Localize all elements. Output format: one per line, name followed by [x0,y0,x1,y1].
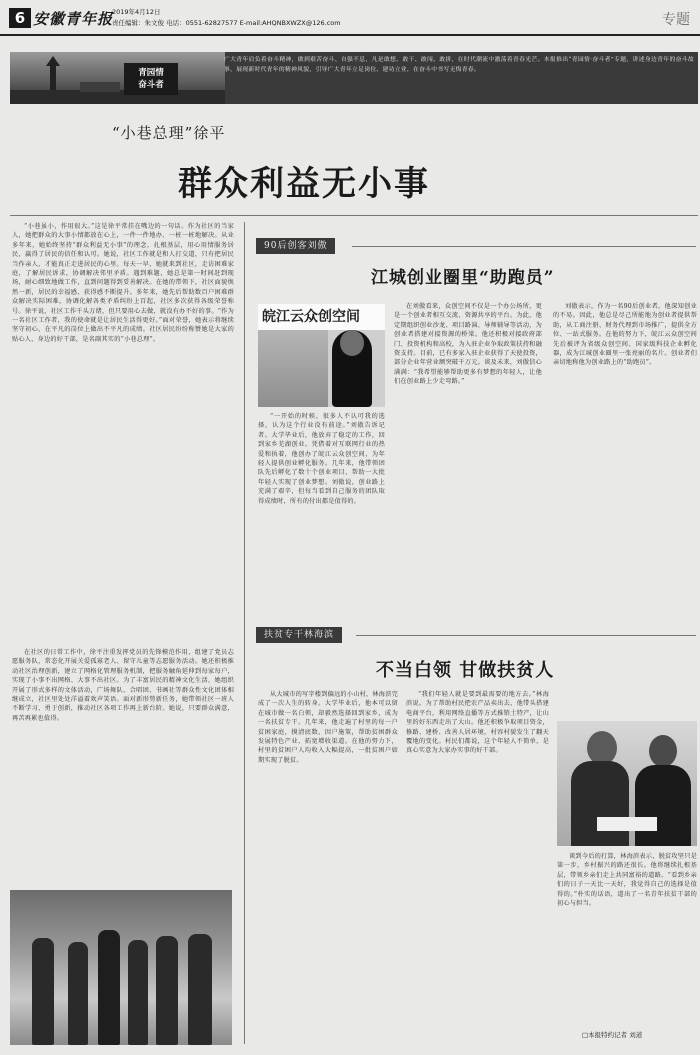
story2-tag: 90后创客刘傲 [256,238,335,254]
story3-column-2 [406,690,549,1045]
story3-column-1 [258,690,398,1045]
story2-column-1 [258,412,385,620]
story2-text-3: 刘傲表示，作为一名90后创业者，他深知创业的不易。因此，他总是尽己所能地为创业者提供帮助，从工商注册、财务代理到市场推广，提供全方位、一站式服务。在他的努力下，皖江云众创空间先后被评为省级众创空间、国家级科技企业孵化器，成为江城创业圈里一张亮丽的名片。创业者们亲切地称他为创业路上的“助跑员”。 [553,303,697,367]
column-divider [244,222,245,1044]
badge-line-1: 青园情 [138,68,164,78]
story3-photo [557,721,697,846]
banner-text: 广大青年肩负着奋斗精神，做到艰苦奋斗、自强不息，凡是敢想、敢干、敢闯、敢拼，在时代潮流中激荡着青春光芒。本报推出“青园情·奋斗者”专题，讲述身边青年的奋斗故事，展现新时代青年的精神风貌，引导广大青年立足岗位、建功立业，在奋斗中书写无悔青春。 [224,57,694,73]
story3-column-3 [557,852,697,1022]
story2-text-1: “一开始的时候，很多人不认可我的选择，认为这个行业没有前途。”刘傲告诉记者。大学毕业后，他放弃了稳定的工作，回到家乡芜湖创业。凭借着对互联网行业的热爱和执着，他创办了皖江云众创空间，为年轻人提供创业孵化服务。几年来，他带领团队先后孵化了数十个创业项目，帮助一大批年轻人实现了创业梦想。刘傲说，创业路上充满了艰辛，但每当看到自己服务的团队取得成绩时，所有的付出都是值得的。 [258,413,385,505]
banner-badge [124,63,178,95]
story3-text-3: 谈到今后的打算，林海滨表示，脱贫攻坚只是第一步，乡村振兴的路还很长。他将继续扎根基层，带领乡亲们走上共同富裕的道路。“看到乡亲们的日子一天比一天好，我觉得自己的选择是值得的。”朴实的话语，道出了一名青年扶贫干部的初心与担当。 [557,853,697,908]
main-story-column-1 [12,222,234,644]
landmark-silhouette-icon [10,52,225,104]
main-story-text-1: “小巷虽小，作用很大。”这是徐平常挂在嘴边的一句话。作为社区的当家人，她把群众的大事小情都放在心上，一件一件地办、一桩一桩地解决。从业多年来，她始终坚持“群众利益无小事”的理念，扎根基层，用心用情服务居民，赢得了居民的信任和认可。她说，社区工作就是和人打交道，只有把居民当作亲人，才能真正走进居民的心里。每天一早，她就来到社区，走访困难家庭，了解居民诉求，协调解决邻里矛盾。遇到难题，她总是第一时间赶到现场，耐心细致地做工作，直到问题得到妥善解决。在她的带领下，社区面貌焕然一新，居民的幸福感、获得感不断提升。多年来，她先后帮助数百户困难群众解决实际困难，协调化解各类矛盾纠纷上百起，社区多次获得各级荣誉称号。徐平说，社区工作千头万绪，但只要用心去做，就没有办不好的事。“作为一名社区工作者，我的使命就是让居民生活得更好。”面对荣誉，她表示将继续坚守初心，在平凡的岗位上做出不平凡的成绩。社区居民纷纷称赞她是大家的贴心人、身边的好干部，是名副其实的“小巷总理”。 [12,223,234,343]
masthead [0,0,700,36]
headline-divider [10,215,698,216]
main-kicker: “小巷总理”徐平 [112,124,226,142]
story3-text-2: “我们年轻人就是要到最需要的地方去。”林海滨说。为了帮助村民把农产品卖出去，他带头搭建电商平台，利用网络直播等方式推销土特产，让山里的好东西走出了大山。他还积极争取项目资金，修路、建桥、改善人居环境，村容村貌发生了翻天覆地的变化。村民们都说，这个年轻人不简单，是真心实意为大家办实事的好干部。 [406,691,549,755]
story2-headline: 江城创业圈里“助跑员” [371,268,555,288]
story3-tag-rule [356,635,696,636]
paper-name: 安徽青年报 [33,10,114,28]
story2-column-2 [394,302,542,620]
byline: □本报特约记者 刘道 [582,1031,643,1039]
story3-tag: 扶贫专干林海滨 [256,627,342,643]
date-line: 2019年4月12日 [112,8,161,16]
community-group-photo [10,890,232,1045]
editor-line: 责任编辑：朱文俊 电话：0551-62827577 E-mail:AHQNBXWZX@126.com [112,19,341,27]
main-story-column-2 [12,648,234,884]
main-story-text-2: 在社区的日常工作中，徐平注重发挥党员的先锋模范作用，组建了党员志愿服务队，常态化开展关爱孤寡老人、留守儿童等志愿服务活动。她还积极推动社区治理创新，建立了网格化管理服务机制，把服务触角延伸到每家每户，实现了小事不出网格、大事不出社区。为了丰富居民的精神文化生活，她组织开展了形式多样的文体活动，广场舞队、合唱团、书画社等群众性文化团体相继成立，社区里处处洋溢着欢声笑语。面对新形势新任务，她带领社区一班人不断学习、勇于创新，推动社区各项工作再上新台阶。她说，只要群众满意，再苦再累也值得。 [12,649,234,722]
page-number: 6 [9,8,31,28]
banner-photo [10,52,225,104]
story3-text-1: 从大城市的写字楼到偏远的小山村，林海滨完成了一次人生的转身。大学毕业后，他本可以留在城市做一名白领，却毅然选择回到家乡，成为一名扶贫专干。几年来，他走遍了村里的每一户贫困家庭，摸清底数，因户施策，帮助贫困群众发展特色产业，拓宽增收渠道。在他的努力下，村里的贫困户人均收入大幅提高，一批贫困户如期实现了脱贫。 [258,691,398,764]
story3-headline: 不当白领 甘做扶贫人 [376,660,555,681]
story2-text-2: 在刘傲看来，众创空间不仅是一个办公场所，更是一个创业者相互交流、资源共享的平台。为此，他定期组织创业沙龙、项目路演、导师辅导等活动，为创业者搭建对接资源的桥梁。他还积极对接政府部门、投资机构和高校，为入驻企业争取政策扶持和融资支持。目前，已有多家入驻企业获得了天使投资，部分企业年营业额突破千万元。谈及未来，刘傲信心满满：“我希望能够帮助更多有梦想的年轻人，让他们在创业路上少走弯路。” [394,303,542,386]
main-headline: 群众利益无小事 [178,164,430,204]
story2-tag-rule [352,246,696,247]
photo-sign: 皖江云众创空间 [258,304,385,330]
badge-line-2: 奋斗者 [138,80,164,90]
story2-column-3 [553,302,697,620]
story2-photo [258,304,385,407]
section-label: 专题 [662,12,690,28]
